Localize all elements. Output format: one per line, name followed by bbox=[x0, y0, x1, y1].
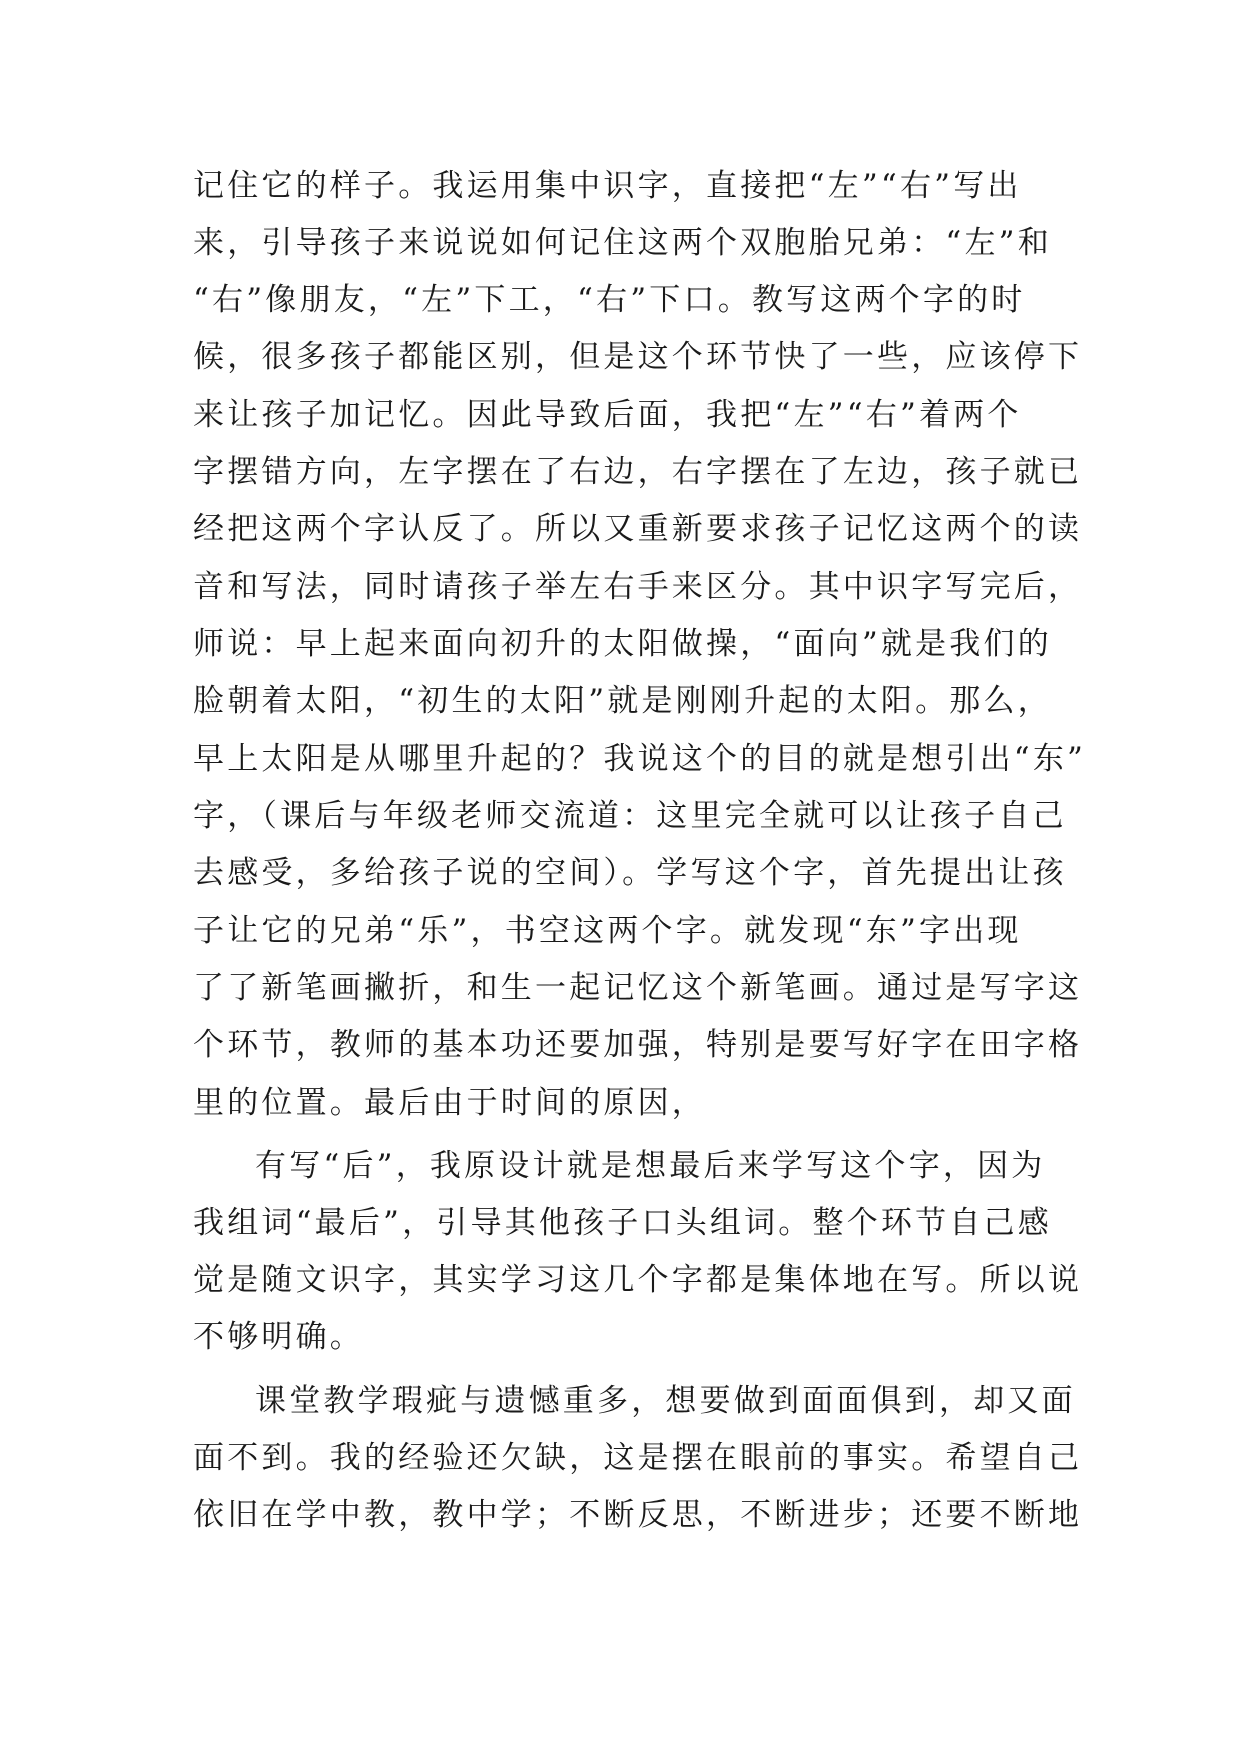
text-line: 候，很多孩子都能区别，但是这个环节快了一些，应该停下 bbox=[193, 339, 1083, 375]
paragraph-first-line: 有写“后”，我原设计就是想最后来学写这个字，因为 bbox=[255, 1148, 1046, 1184]
paragraph-first-line: 课堂教学瑕疵与遗憾重多，想要做到面面俱到，却又面 bbox=[255, 1383, 1076, 1419]
text-line: 记住它的样子。我运用集中识字，直接把“左”“右”写出 bbox=[193, 168, 1022, 204]
text-line: “右”像朋友，“左”下工，“右”下口。教写这两个字的时 bbox=[193, 282, 1026, 318]
text-line: 字，（课后与年级老师交流道：这里完全就可以让孩子自己 bbox=[193, 798, 1067, 834]
text-line: 不够明确。 bbox=[193, 1319, 364, 1355]
text-line: 觉是随文识字，其实学习这几个字都是集体地在写。所以说 bbox=[193, 1262, 1083, 1298]
text-line: 字摆错方向，左字摆在了右边，右字摆在了左边，孩子就已 bbox=[193, 454, 1083, 490]
text-line: 我组词“最后”，引导其他孩子口头组词。整个环节自己感 bbox=[193, 1205, 1052, 1241]
text-line: 经把这两个字认反了。所以又重新要求孩子记忆这两个的读 bbox=[193, 511, 1083, 547]
text-line: 脸朝着太阳，“初生的太阳”就是刚刚升起的太阳。那么， bbox=[193, 683, 1052, 719]
text-line: 来让孩子加记忆。因此导致后面，我把“左”“右”着两个 bbox=[193, 397, 1022, 433]
text-line: 去感受，多给孩子说的空间）。学写这个字，首先提出让孩 bbox=[193, 855, 1067, 891]
text-line: 子让它的兄弟“乐”，书空这两个字。就发现“东”字出现 bbox=[193, 913, 1022, 949]
text-line: 来，引导孩子来说说如何记住这两个双胞胎兄弟：“左”和 bbox=[193, 225, 1052, 261]
text-line: 个环节，教师的基本功还要加强，特别是要写好字在田字格 bbox=[193, 1027, 1083, 1063]
text-line: 依旧在学中教，教中学；不断反思，不断进步；还要不断地 bbox=[193, 1497, 1083, 1533]
text-line: 里的位置。最后由于时间的原因， bbox=[193, 1085, 706, 1121]
text-line: 音和写法，同时请孩子举左右手来区分。其中识字写完后， bbox=[193, 569, 1083, 605]
text-line: 了了新笔画撇折，和生一起记忆这个新笔画。通过是写字这 bbox=[193, 970, 1083, 1006]
text-line: 师说：早上起来面向初升的太阳做操，“面向”就是我们的 bbox=[193, 626, 1052, 662]
text-line: 面不到。我的经验还欠缺，这是摆在眼前的事实。希望自己 bbox=[193, 1440, 1083, 1476]
text-line: 早上太阳是从哪里升起的？我说这个的目的就是想引出“东” bbox=[193, 741, 1087, 777]
